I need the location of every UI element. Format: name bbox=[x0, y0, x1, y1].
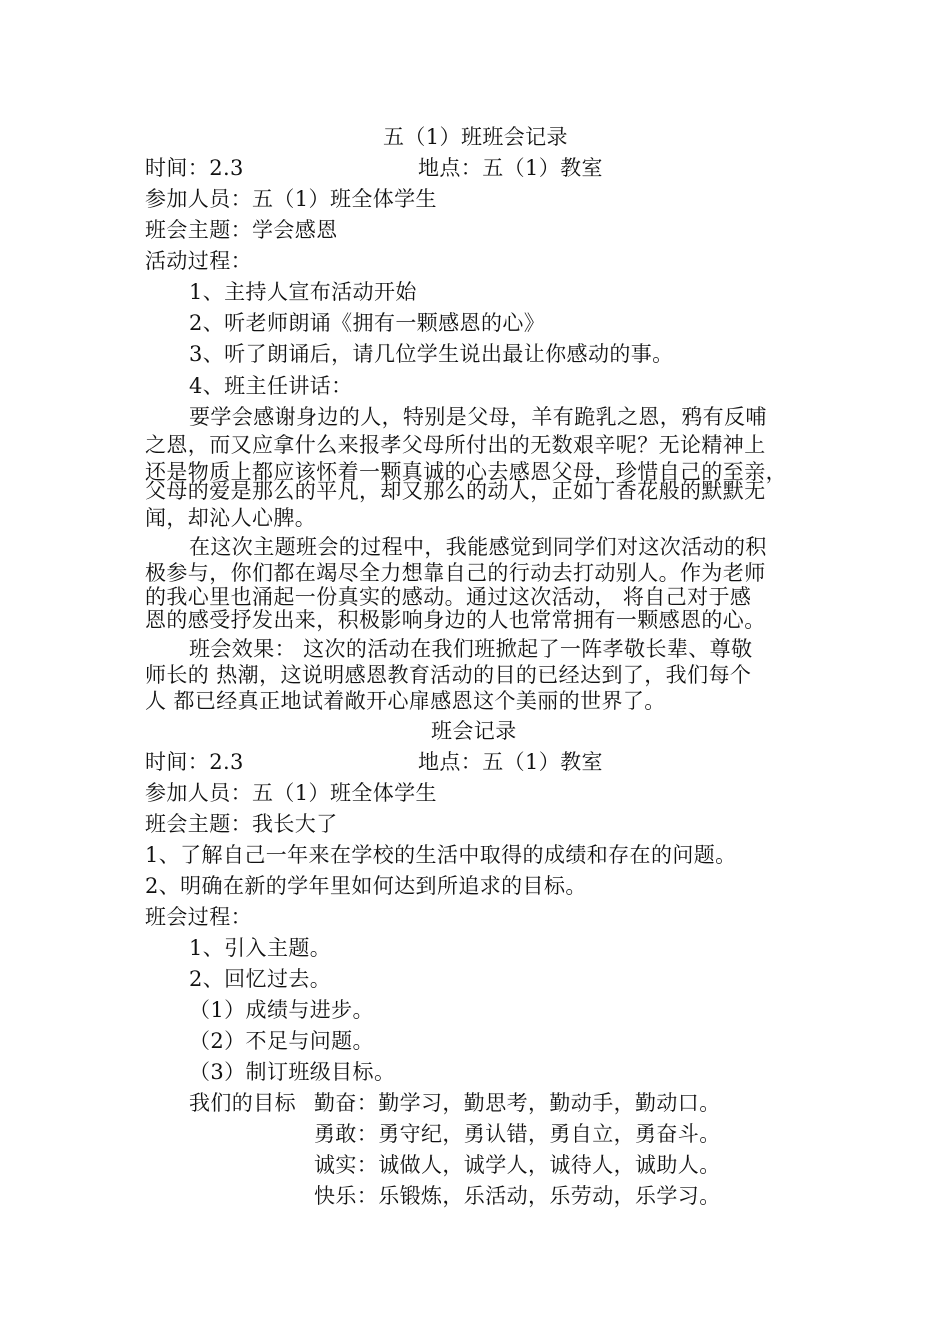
record1-para1-line: 之恩，而又应拿什么来报孝父母所付出的无数艰辛呢？无论精神上 bbox=[145, 433, 766, 457]
record1-para3-line: 师长的 热潮，这说明感恩教育活动的目的已经达到了，我们每个 bbox=[145, 663, 752, 687]
record1-para3-line: 班会效果： 这次的活动在我们班掀起了一阵孝敬长辈、尊敬 bbox=[189, 637, 753, 661]
record2-target: 勇敢：勇守纪，勇认错，勇自立，勇奋斗。 bbox=[314, 1122, 721, 1146]
record2-substep: （1）成绩与进步。 bbox=[189, 998, 374, 1022]
record2-step: 2、回忆过去。 bbox=[189, 967, 332, 991]
record1-theme: 班会主题：学会感恩 bbox=[145, 218, 338, 242]
record2-time: 时间：2.3 bbox=[145, 750, 244, 774]
record2-substep: （2）不足与问题。 bbox=[189, 1029, 374, 1053]
record2-target: 勤奋：勤学习，勤思考，勤动手，勤动口。 bbox=[314, 1091, 721, 1115]
record2-target: 快乐：乐锻炼，乐活动，乐劳动，乐学习。 bbox=[314, 1184, 721, 1208]
record1-para2-line: 的我心里也涌起一份真实的感动。通过这次活动， 将自己对于感 bbox=[145, 585, 752, 609]
record1-para3-line: 人 都已经真正地试着敞开心扉感恩这个美丽的世界了。 bbox=[145, 689, 666, 713]
record2-process-label: 班会过程： bbox=[145, 905, 252, 929]
record1-title: 五（1）班班会记录 bbox=[383, 125, 568, 149]
record2-place: 地点：五（1）教室 bbox=[418, 750, 603, 774]
record1-para2-line: 极参与，你们都在竭尽全力想靠自己的行动去打动别人。作为老师 bbox=[145, 561, 766, 585]
record2-target: 诚实：诚做人，诚学人，诚待人，诚助人。 bbox=[314, 1153, 721, 1177]
record1-step: 4、班主任讲话： bbox=[189, 374, 353, 398]
record2-step: 1、引入主题。 bbox=[189, 936, 332, 960]
record2-goal: 2、明确在新的学年里如何达到所追求的目标。 bbox=[145, 874, 587, 898]
record2-participants: 参加人员：五（1）班全体学生 bbox=[145, 781, 437, 805]
record1-step: 1、主持人宣布活动开始 bbox=[189, 280, 417, 304]
record1-step: 3、听了朗诵后，请几位学生说出最让你感动的事。 bbox=[189, 342, 674, 366]
record2-goal: 1、了解自己一年来在学校的生活中取得的成绩和存在的问题。 bbox=[145, 843, 737, 867]
record1-place: 地点：五（1）教室 bbox=[418, 156, 603, 180]
record2-targets-label: 我们的目标 bbox=[189, 1091, 296, 1115]
record2-theme: 班会主题：我长大了 bbox=[145, 812, 338, 836]
record1-process-label: 活动过程： bbox=[145, 249, 252, 273]
record1-para2-line: 在这次主题班会的过程中，我能感觉到同学们对这次活动的积 bbox=[189, 535, 767, 559]
record1-para1-line: 还是物质上都应该怀着一颗真诚的心去感恩父母，珍惜自己的至亲， bbox=[145, 460, 787, 484]
record1-para1-line: 闻，却沁人心脾。 bbox=[145, 506, 317, 530]
record1-participants: 参加人员：五（1）班全体学生 bbox=[145, 187, 437, 211]
record1-para1-line: 父母的爱是那么的平凡，却又那么的动人，正如丁香花般的默默无 bbox=[145, 479, 766, 503]
record2-title: 班会记录 bbox=[431, 719, 517, 743]
record1-step: 2、听老师朗诵《拥有一颗感恩的心》 bbox=[189, 311, 546, 335]
record2-substep: （3）制订班级目标。 bbox=[189, 1060, 396, 1084]
record1-time: 时间：2.3 bbox=[145, 156, 244, 180]
record1-para2-line: 恩的感受抒发出来，积极影响身边的人也常常拥有一颗感恩的心。 bbox=[145, 608, 766, 632]
record1-para1-line: 要学会感谢身边的人，特别是父母，羊有跪乳之恩，鸦有反哺 bbox=[189, 405, 767, 429]
